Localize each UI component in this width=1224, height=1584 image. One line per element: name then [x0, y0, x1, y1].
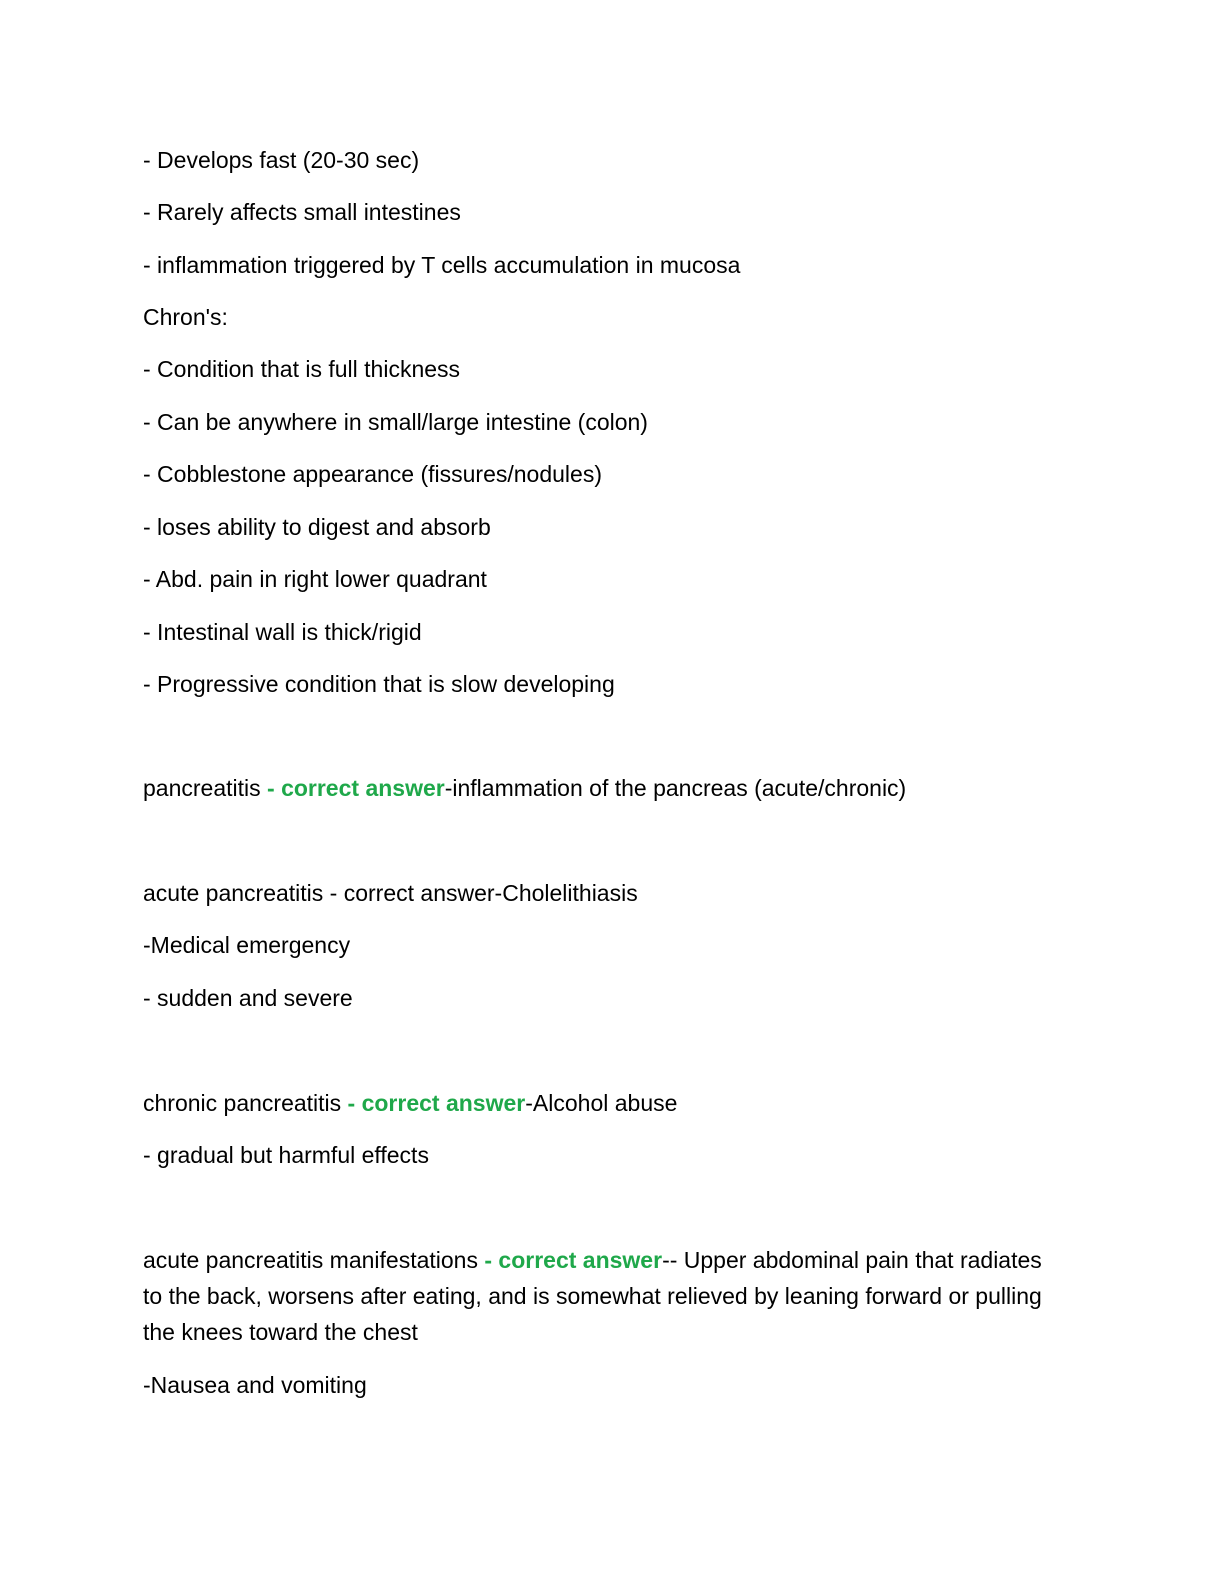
card-answer: -Cholelithiasis	[494, 880, 638, 906]
flashcard-acute-pancreatitis	[143, 875, 638, 911]
note-line: - Develops fast (20-30 sec)	[143, 147, 420, 173]
note-line: - sudden and severe	[143, 985, 353, 1011]
flashcard-pancreatitis	[143, 770, 906, 806]
note-line: - Abd. pain in right lower quadrant	[143, 566, 487, 592]
note-line: - Rarely affects small intestines	[143, 199, 461, 225]
section-heading: Chron's:	[143, 304, 228, 330]
card-term: acute pancreatitis manifestations	[143, 1247, 485, 1273]
card-answer: -inflammation of the pancreas (acute/chronic)	[444, 775, 907, 801]
card-answer: -- Upper abdominal pain that radiates to the back, worsens after eating, and is somewhat relieved by leaning forward or pulling the knees toward the chest	[143, 1247, 1042, 1345]
card-answer: -Alcohol abuse	[525, 1090, 678, 1116]
note-line: - loses ability to digest and absorb	[143, 514, 491, 540]
card-term: chronic pancreatitis	[143, 1090, 348, 1116]
card-term: pancreatitis	[143, 775, 268, 801]
note-line: - Condition that is full thickness	[143, 356, 461, 382]
note-line: -Nausea and vomiting	[143, 1372, 367, 1398]
note-line: - Can be anywhere in small/large intestine (colon)	[143, 409, 648, 435]
card-term: acute pancreatitis	[143, 880, 330, 906]
correct-answer-label: - correct answer	[329, 880, 495, 906]
note-line: - Progressive condition that is slow developing	[143, 671, 615, 697]
note-line: -Medical emergency	[143, 932, 351, 958]
note-line: - Cobblestone appearance (fissures/nodules)	[143, 461, 602, 487]
correct-answer-label: - correct answer	[267, 775, 445, 801]
correct-answer-label: - correct answer	[347, 1090, 526, 1116]
note-line: - gradual but harmful effects	[143, 1142, 429, 1168]
note-line: - Intestinal wall is thick/rigid	[143, 619, 422, 645]
flashcard-chronic-pancreatitis	[143, 1085, 677, 1121]
correct-answer-label: - correct answer	[484, 1247, 663, 1273]
note-line: - inflammation triggered by T cells accumulation in mucosa	[143, 252, 741, 278]
flashcard-acute-pancreatitis-manifestations	[143, 1242, 1043, 1350]
